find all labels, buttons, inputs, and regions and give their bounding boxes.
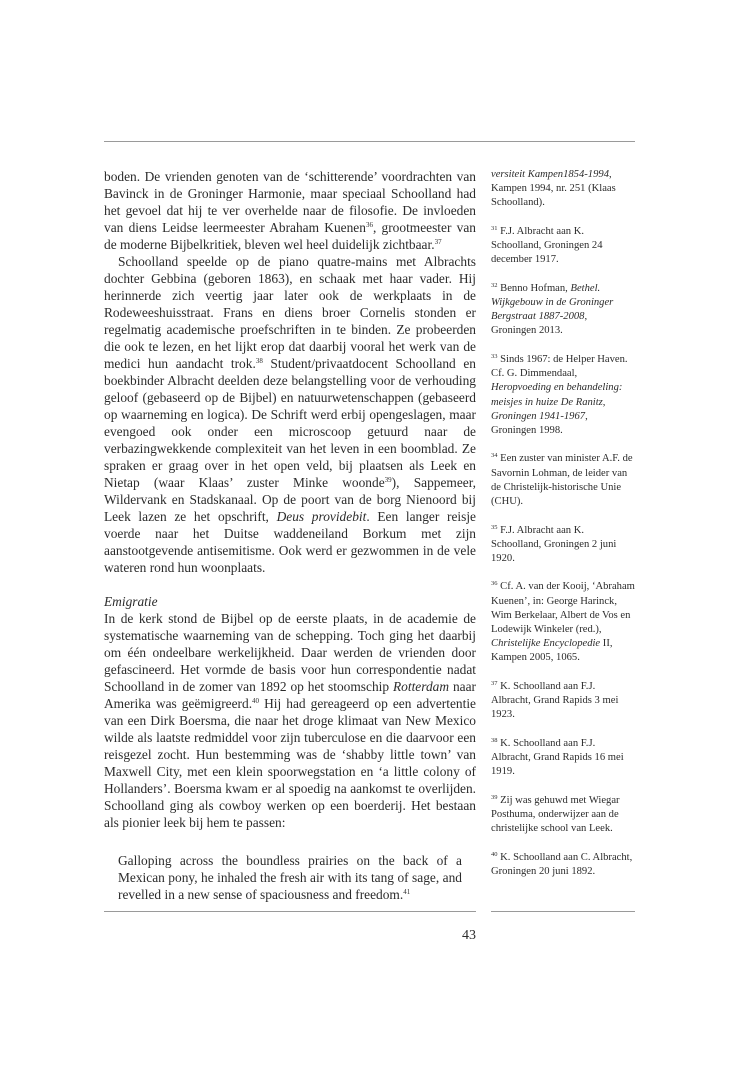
top-rule [104,141,635,142]
footnote-36: $^{36}$ Cf. A. van der Kooij, ‘Abraham Kuenen’, in: George Harinck, Wim Berkelaar, Albert de Vos en Lodewijk Winkeler (red.), Christelijke Encyclopedie II, Kampen 2005, 1065. [491,580,635,664]
footnote-ref-37[interactable]: 37 [434,238,442,246]
footnote-continued: versiteit Kampen1854-1994, Kampen 1994, nr. 251 (Klaas Schoolland). [491,169,616,209]
bottom-rule-main [104,911,476,912]
footnote-ref-40[interactable]: 40 [252,697,260,705]
motto-text: Deus providebit [276,509,367,524]
footnote-37: $^{37}$ K. Schoolland aan F.J. Albracht, Grand Rapids 3 mei 1923. [491,679,619,721]
page-number: 43 [462,928,476,943]
footnote-ref-38[interactable]: 38 [255,357,263,365]
paragraph-2: Schoolland speelde op de piano quatre-mains met Albrachts dochter Gebbina (geboren 1863), en schaak met haar vader. Hij herinnerde zich veertig jaar later ook de werkplaats in de Rodeweeshuisstraat. Frans en diens broer Cornelis stonden er regelmatig academische proefschriften in te binden. Ze probeerden die ook te lezen, en het lijkt erop dat daarbij vooral het werk van de medici hun aandacht trok.$^{38}$ Student/privaatdocent Schoolland en boekbinder Albracht deelden deze belangstelling voor de verhouding geloof (gebaseerd op de Bijbel) en natuurwetenschappen (gebaseerd op waarneming en logica). De Schrift werd erbij opengeslagen, maar evengoed ook onder een microscoop getuurd naar de verbazingwekkende complexiteit van het leven in een boomblad. Ze spraken er graag over in het open veld, bij plaatsen als Leek en Nietap (waar Klaas’ zuster Minke woonde$^{39}$), Sappemeer, Wildervank en Stadskanaal. Op de poort van de borg Nienoord bij Leek lazen ze het opschrift, Deus providebit. Een langer reisje voerde naar het Duitse waddeneiland Borkum met zijn aanstootgevende antisemitisme. Ook werd er gezwommen in de vele wateren rond hun woonplaats. [104,254,476,575]
footnote-38: $^{38}$ K. Schoolland aan F.J. Albracht, Grand Rapids 16 mei 1919. [491,736,624,778]
footnote-ref-39[interactable]: 39 [384,476,392,484]
bottom-rule-notes [491,911,635,912]
ship-name: Rotterdam [392,679,450,694]
paragraph-3: In de kerk stond de Bijbel op de eerste plaats, in de academie de systematische waarneming van de schepping. Toch ging het daarbij om één ondeelbare werkelijkheid. Daar werden de vrienden door gefascineerd. Het vormde de basis voor hun correspondentie nadat Schoolland in de zomer van 1892 op het stoomschip Rotterdam naar Amerika was geëmigreerd.$^{40}$ Hij had gereageerd op een advertentie van een Dirk Boersma, die naar het droge klimaat van New Mexico wilde als laatste redmiddel voor zijn tuberculose en die daarvoor een reisgezel zocht. Hun bestemming was de ‘shabby little town’ van Maxwell City, met een klein spoorwegstation en ‘a little colony of Hollanders’. Boersma kwam er al spoedig na aankomst te overlijden. Schoolland ging als cowboy werken op een boerderij. Het bestaan als pionier leek bij hem te passen: [104,611,476,830]
footnote-35: $^{35}$ F.J. Albracht aan K. Schoolland, Groningen 2 juni 1920. [491,523,617,564]
footnote-ref-41[interactable]: 41 [403,888,411,896]
footnote-32: $^{32}$ Benno Hofman, Bethel. Wijkgebouw in de Groninger Bergstraat 1887-2008, Groningen 2013. [491,281,614,337]
paragraph-1: boden. De vrienden genoten van de ‘schitterende’ voordrachten van Bavinck in de Groninger Harmonie, maar speciaal Schoolland had het gevoel dat hij te ver overhelde naar de filosofie. De invloeden van diens Leidse leermeester Abraham Kuenen$^{36}$, grootmeester van de moderne Bijbelkritiek, bleven wel heel duidelijk zichtbaar.$^{37}$ [104,169,477,252]
footnote-ref-36[interactable]: 36 [365,221,373,229]
footnote-34: $^{34}$ Een zuster van minister A.F. de Savornin Lohman, de leider van de Christelijk-historische Unie (CHU). [491,452,633,508]
footnotes-column [491,168,635,893]
footnote-33: $^{33}$ Sinds 1967: de Helper Haven. Cf. G. Dimmendaal, Heropvoeding en behandeling: meisjes in huize De Ranitz, Groningen 1941-1967, Groningen 1998. [491,352,628,436]
main-text-column [104,168,476,903]
footnote-39: $^{39}$ Zij was gehuwd met Wiegar Posthuma, onderwijzer aan de christelijke school van Leek. [491,793,620,835]
footnote-31: $^{31}$ F.J. Albracht aan K. Schoolland, Groningen 24 december 1917. [491,224,603,266]
section-heading: Emigratie [104,594,158,609]
footnote-40: $^{40}$ K. Schoolland aan C. Albracht, Groningen 20 juni 1892. [491,850,633,877]
block-quote: Galloping across the boundless prairies on the back of a Mexican pony, he inhaled the fresh air with its tang of sage, and revelled in a new sense of spaciousness and freedom.$^{41}$ [118,853,462,902]
